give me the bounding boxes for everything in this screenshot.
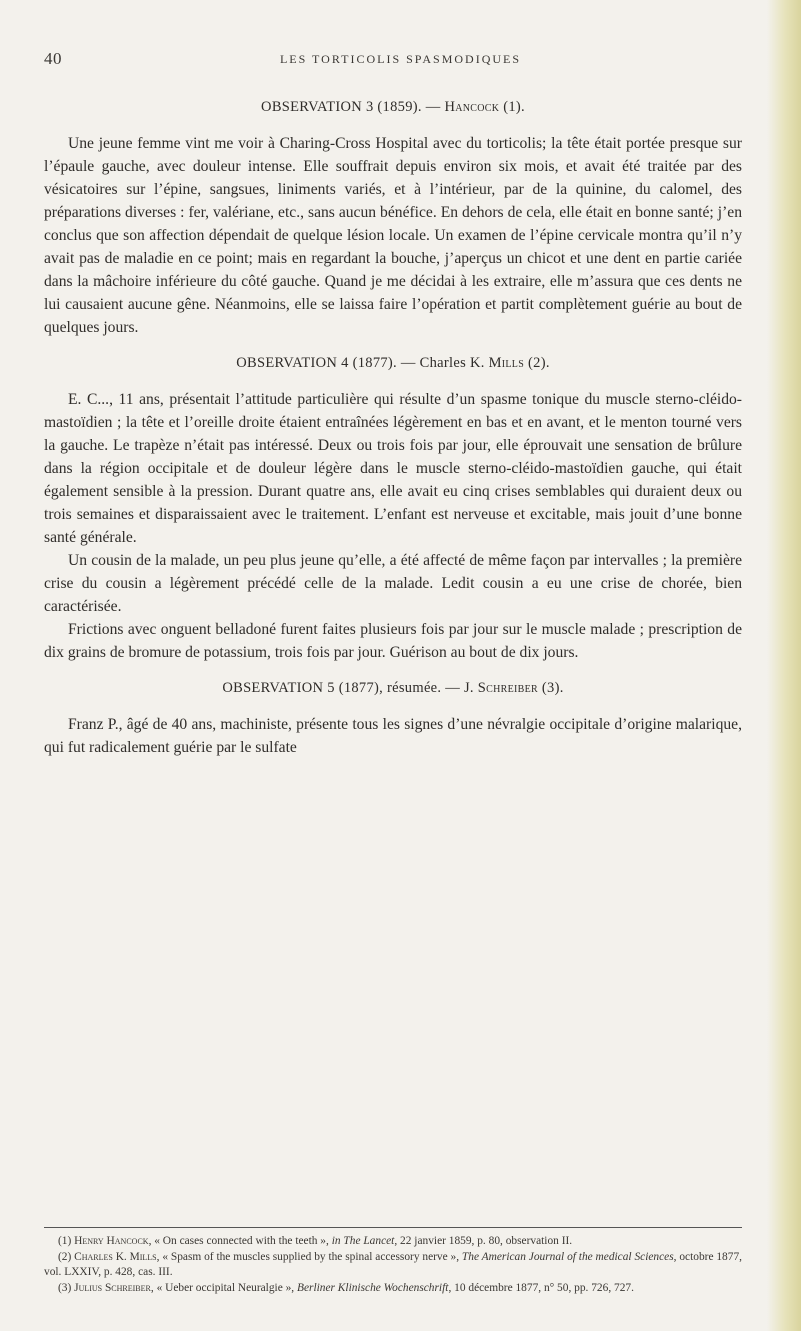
heading-footnote-ref: (2).: [524, 355, 550, 371]
footnote-title: , « Ueber occipital Neuralgie »,: [150, 1281, 297, 1294]
paragraph: Frictions avec onguent belladoné furent faites plusieurs fois par jour sur le muscle malade ; prescription de dix grains de bromure de potassium, trois fois par jour. Guérison au bout de dix jours.: [44, 621, 742, 661]
footnote-title: , « Spasm of the muscles supplied by the spinal accessory nerve »,: [156, 1250, 462, 1263]
footnote-details: , 10 décembre 1877, n° 50, pp. 726, 727.: [448, 1281, 634, 1294]
observation-4: [44, 352, 742, 664]
footnote-journal: Berliner Klinische Wochenschrift: [297, 1281, 449, 1294]
running-head: LES TORTICOLIS SPASMODIQUES: [279, 52, 522, 66]
heading-footnote-ref: (3).: [538, 680, 564, 696]
heading-author: Mills: [488, 355, 525, 371]
footnote: [44, 1281, 742, 1297]
heading-prefix: OBSERVATION 4 (1877). — Charles K.: [236, 355, 489, 371]
footnote-number: (3): [58, 1281, 75, 1294]
observation-heading: [44, 677, 742, 699]
observation-5: [44, 677, 742, 759]
heading-prefix: OBSERVATION 5 (1877), résumée. — J.: [222, 680, 478, 696]
footnote-number: (1): [58, 1235, 75, 1247]
footnote: [44, 1250, 742, 1281]
footnote-title: , « On cases connected with the teeth »,: [148, 1235, 332, 1247]
footnote-journal: in The Lancet: [331, 1235, 395, 1247]
paragraph: Franz P., âgé de 40 ans, machiniste, présente tous les signes d’une névralgie occipitale d’origine malarique, qui fut radicalement guérie par le sulfate: [44, 716, 742, 756]
observation-heading: [44, 352, 742, 374]
footnote-details: , octobre 1877, vol. LXXIV, p. 428, cas. III.: [44, 1250, 742, 1278]
footnote-details: , 22 janvier 1859, p. 80, observation II.: [394, 1235, 573, 1247]
main-text: [44, 96, 742, 759]
page-number: 40: [44, 49, 62, 68]
heading-author: Schreiber: [477, 680, 538, 696]
footnote-author: Henry Hancock: [74, 1235, 149, 1247]
footnote-number: (2): [58, 1250, 75, 1263]
footnote-author: Julius Schreiber: [74, 1281, 151, 1294]
heading-author: Hancock: [444, 99, 500, 115]
footnotes: [44, 1227, 742, 1296]
observation-heading: [44, 96, 742, 118]
page-edge-shadow: [767, 0, 801, 1331]
paragraph: E. C..., 11 ans, présentait l’attitude particulière qui résulte d’un spasme tonique du muscle sterno-cléido-mastoïdien ; la tête et l’oreille droite étaient entraînées légèrement en bas et en avant, et le menton tourné vers la gauche. Le trapèze n’était pas intéressé. Deux ou trois fois par jour, elle éprouvait une sensation de brûlure dans la région occipitale et de douleur légère dans le muscle sterno-cléido-mastoïdien gauche, qui était également sensible à la pression. Durant quatre ans, elle avait eu cinq crises semblables qui duraient deux ou trois semaines et disparaissaient avec le traitement. L’enfant est nerveuse et excitable, mais jouit d’une bonne santé générale.: [44, 391, 742, 546]
footnote-journal: The American Journal of the medical Sciences: [461, 1250, 674, 1263]
footnote-author: Charles K. Mills: [74, 1250, 157, 1263]
footnote: [44, 1234, 742, 1250]
paragraph: Un cousin de la malade, un peu plus jeune qu’elle, a été affecté de même façon par intervalles ; la première crise du cousin a légèrement précédé celle de la malade. Ledit cousin a eu une crise de chorée, bien caractérisée.: [44, 552, 742, 615]
paragraph: Une jeune femme vint me voir à Charing-Cross Hospital avec du torticolis; la tête était portée presque sur l’épaule gauche, avec douleur intense. Elle souffrait depuis environ six mois, et avait été traitée par des vésicatoires sur l’épine, sangsues, liniments variés, et à l’intérieur, par de la quinine, du calomel, des préparations diverses : fer, valériane, etc., sans aucun bénéfice. En dehors de cela, elle était en bonne santé; j’en conclus que son affection dépendait de quelque lésion locale. Un examen de l’épine cervicale montra qu’il n’y avait pas de maladie en ce point; mais en regardant la bouche, j’aperçus un chicot et une dent en partie cariée dans la mâchoire inférieure du côté gauche. Quand je me décidai à les extraire, elle m’assura que ces dents ne lui causaient aucune gêne. Néanmoins, elle se laissa faire l’opération et partit complètement guérie au bout de quelques jours.: [44, 135, 742, 336]
heading-footnote-ref: (1).: [499, 99, 525, 115]
heading-prefix: OBSERVATION 3 (1859). —: [261, 99, 445, 115]
observation-3: [44, 96, 742, 339]
